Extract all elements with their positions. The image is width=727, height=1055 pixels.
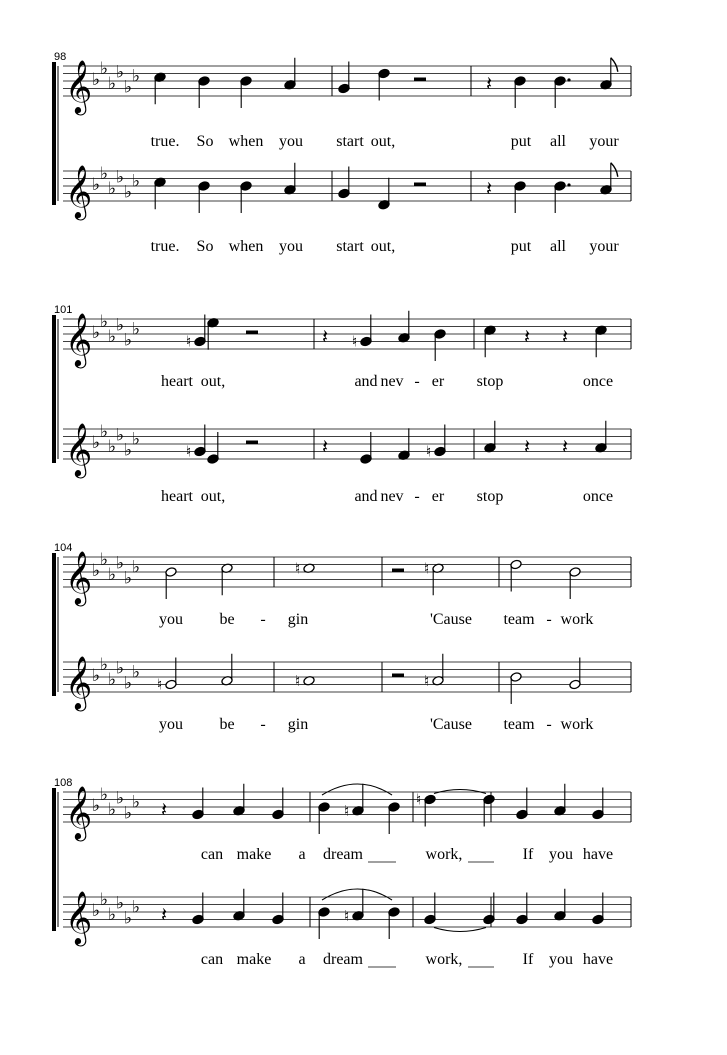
quarter-rest: 𝄽 [161, 902, 168, 927]
flat-sign-icon: ♭ [116, 167, 125, 188]
flat-sign-icon: ♭ [116, 315, 125, 336]
staff-lower [63, 889, 631, 968]
natural-sign-icon: ♮ [344, 906, 350, 925]
flat-sign-icon: ♭ [100, 58, 109, 79]
staff-upper [63, 784, 631, 863]
flat-sign-icon: ♭ [92, 561, 101, 581]
flat-sign-icon: ♭ [100, 163, 109, 184]
lyric-syllable: a [298, 951, 306, 968]
flat-sign-icon: ♭ [92, 70, 101, 90]
lyric-syllable: start [336, 238, 364, 255]
quarter-rest: 𝄽 [524, 324, 531, 349]
flat-sign-icon: ♭ [132, 897, 141, 918]
lyric-syllable: - [546, 611, 552, 628]
lyric-syllable: heart [161, 373, 193, 390]
flat-sign-icon: ♭ [132, 662, 141, 683]
flat-sign-icon: ♭ [132, 66, 141, 87]
staff-lower [63, 654, 631, 733]
natural-sign-icon: ♮ [352, 332, 358, 351]
flat-sign-icon: ♭ [124, 568, 133, 589]
flat-sign-icon: ♭ [132, 557, 141, 578]
flat-sign-icon: ♭ [124, 440, 133, 461]
lyric-syllable: work [560, 716, 594, 733]
lyric-syllable: 'Cause [430, 611, 472, 628]
eighth-flag [611, 163, 618, 177]
flat-sign-icon: ♭ [108, 799, 117, 820]
natural-sign-icon: ♮ [344, 801, 350, 820]
lyric-syllable: all [550, 238, 566, 255]
lyric-syllable: work [560, 611, 594, 628]
lyric-syllable: If [522, 846, 534, 863]
half-rest [246, 441, 258, 445]
lyric-syllable: gin [287, 716, 309, 733]
lyric-syllable: nev [380, 373, 404, 390]
flat-sign-icon: ♭ [108, 904, 117, 925]
lyric-syllable: out, [200, 373, 226, 390]
quarter-rest: 𝄽 [322, 434, 329, 459]
lyric-syllable: all [550, 133, 566, 150]
lyric-syllable: work, [425, 846, 463, 863]
system-bracket [52, 788, 56, 931]
treble-clef-icon: 𝄞 [65, 164, 93, 218]
system-bracket [52, 553, 56, 696]
lyric-syllable: - [260, 611, 266, 628]
measure-number: 101 [54, 304, 73, 316]
flat-sign-icon: ♭ [116, 893, 125, 914]
lyric-syllable: you [279, 238, 303, 255]
staff-upper [63, 550, 631, 628]
lyric-syllable: If [522, 951, 534, 968]
lyric-syllable: er [431, 488, 445, 505]
half-rest [414, 78, 426, 82]
lyric-syllable: your [589, 133, 619, 150]
treble-clef-icon: 𝄞 [65, 785, 93, 839]
flat-sign-icon: ♭ [92, 666, 101, 686]
lyric-syllable: team [503, 611, 535, 628]
augmentation-dot [567, 78, 570, 81]
lyric-syllable: stop [476, 488, 504, 505]
lyric-syllable: be [219, 716, 235, 733]
measure-number: 108 [54, 777, 73, 789]
flat-sign-icon: ♭ [108, 178, 117, 199]
lyric-syllable: put [510, 238, 532, 255]
lyric-syllable: have [582, 951, 614, 968]
lyric-syllable: nev [380, 488, 404, 505]
flat-sign-icon: ♭ [100, 784, 109, 805]
lyric-syllable: So [196, 238, 214, 255]
treble-clef-icon: 𝄞 [65, 422, 93, 476]
flat-sign-icon: ♭ [92, 433, 101, 453]
lyric-syllable: 'Cause [430, 716, 472, 733]
slur [322, 784, 392, 795]
lyric-syllable: you [159, 611, 183, 628]
flat-sign-icon: ♭ [108, 564, 117, 585]
lyric-syllable: be [219, 611, 235, 628]
lyric-syllable: can [200, 951, 224, 968]
natural-sign-icon: ♮ [424, 559, 430, 578]
flat-sign-icon: ♭ [124, 77, 133, 98]
flat-sign-icon: ♭ [100, 311, 109, 332]
half-rest [392, 674, 404, 678]
system-98 [52, 51, 631, 255]
lyric-syllable: you [159, 716, 183, 733]
lyric-syllable: you [549, 951, 573, 968]
flat-sign-icon: ♭ [108, 436, 117, 457]
lyric-syllable: - [414, 373, 420, 390]
quarter-rest: 𝄽 [562, 324, 569, 349]
lyric-syllable: heart [161, 488, 193, 505]
system-bracket [52, 62, 56, 205]
natural-sign-icon: ♮ [157, 675, 163, 694]
tie [434, 928, 486, 932]
flat-sign-icon: ♭ [116, 658, 125, 679]
staff-upper [63, 58, 631, 150]
lyric-syllable: er [431, 373, 445, 390]
flat-sign-icon: ♭ [100, 654, 109, 675]
flat-sign-icon: ♭ [124, 673, 133, 694]
staff-upper [63, 311, 631, 390]
lyric-syllable: when [228, 238, 264, 255]
flat-sign-icon: ♭ [124, 803, 133, 824]
lyric-syllable: make [236, 846, 272, 863]
quarter-rest: 𝄽 [524, 434, 531, 459]
lyric-syllable: - [414, 488, 420, 505]
flat-sign-icon: ♭ [132, 171, 141, 192]
flat-sign-icon: ♭ [92, 323, 101, 343]
flat-sign-icon: ♭ [132, 429, 141, 450]
lyric-syllable: gin [287, 611, 309, 628]
lyric-syllable: true. [150, 238, 180, 255]
flat-sign-icon: ♭ [100, 549, 109, 570]
natural-sign-icon: ♮ [186, 442, 192, 461]
lyric-syllable: make [236, 951, 272, 968]
eighth-flag [611, 58, 618, 72]
treble-clef-icon: 𝄞 [65, 59, 93, 113]
treble-clef-icon: 𝄞 [65, 655, 93, 709]
lyric-syllable: you [549, 846, 573, 863]
flat-sign-icon: ♭ [116, 62, 125, 83]
flat-sign-icon: ♭ [92, 901, 101, 921]
treble-clef-icon: 𝄞 [65, 550, 93, 604]
lyric-syllable: dream [323, 951, 363, 968]
treble-clef-icon: 𝄞 [65, 312, 93, 366]
lyric-syllable: - [546, 716, 552, 733]
tie [434, 790, 486, 794]
lyric-syllable: start [336, 133, 364, 150]
lyric-syllable: out, [200, 488, 226, 505]
natural-sign-icon: ♮ [416, 790, 422, 809]
system-101 [52, 304, 631, 505]
half-rest [246, 331, 258, 335]
system-104 [52, 542, 631, 733]
flat-sign-icon: ♭ [92, 796, 101, 816]
half-rest [392, 569, 404, 573]
natural-sign-icon: ♮ [424, 671, 430, 690]
lyric-syllable: a [298, 846, 306, 863]
flat-sign-icon: ♭ [92, 175, 101, 195]
quarter-rest: 𝄽 [322, 324, 329, 349]
flat-sign-icon: ♭ [124, 330, 133, 351]
flat-sign-icon: ♭ [100, 421, 109, 442]
measure-number: 98 [54, 51, 67, 63]
lyric-syllable: have [582, 846, 614, 863]
lyric-syllable: true. [150, 133, 180, 150]
flat-sign-icon: ♭ [108, 73, 117, 94]
lyric-syllable: out, [370, 133, 396, 150]
natural-sign-icon: ♮ [295, 671, 301, 690]
staff-lower [63, 421, 631, 505]
flat-sign-icon: ♭ [108, 669, 117, 690]
lyric-syllable: - [260, 716, 266, 733]
lyric-syllable: out, [370, 238, 396, 255]
flat-sign-icon: ♭ [116, 553, 125, 574]
lyric-syllable: and [354, 373, 378, 390]
flat-sign-icon: ♭ [132, 792, 141, 813]
flat-sign-icon: ♭ [108, 326, 117, 347]
lyric-syllable: dream [323, 846, 363, 863]
lyric-syllable: your [589, 238, 619, 255]
system-108 [52, 777, 631, 968]
flat-sign-icon: ♭ [124, 182, 133, 203]
lyric-syllable: stop [476, 373, 504, 390]
lyric-syllable: team [503, 716, 535, 733]
flat-sign-icon: ♭ [100, 889, 109, 910]
half-rest [414, 183, 426, 187]
measure-number: 104 [54, 542, 73, 554]
system-bracket [52, 315, 56, 463]
quarter-rest: 𝄽 [486, 176, 493, 201]
augmentation-dot [567, 183, 570, 186]
natural-sign-icon: ♮ [295, 559, 301, 578]
lyric-syllable: work, [425, 951, 463, 968]
flat-sign-icon: ♭ [132, 319, 141, 340]
natural-sign-icon: ♮ [186, 332, 192, 351]
lyric-syllable: you [279, 133, 303, 150]
lyric-syllable: So [196, 133, 214, 150]
flat-sign-icon: ♭ [124, 908, 133, 929]
lyric-syllable: once [582, 488, 614, 505]
flat-sign-icon: ♭ [116, 788, 125, 809]
lyric-syllable: and [354, 488, 378, 505]
lyric-syllable: can [200, 846, 224, 863]
treble-clef-icon: 𝄞 [65, 890, 93, 944]
lyric-syllable: put [510, 133, 532, 150]
lyric-syllable: once [582, 373, 614, 390]
natural-sign-icon: ♮ [426, 442, 432, 461]
quarter-rest: 𝄽 [161, 797, 168, 822]
flat-sign-icon: ♭ [116, 425, 125, 446]
slur [322, 889, 392, 900]
quarter-rest: 𝄽 [562, 434, 569, 459]
quarter-rest: 𝄽 [486, 71, 493, 96]
lyric-syllable: when [228, 133, 264, 150]
staff-lower [63, 163, 631, 255]
